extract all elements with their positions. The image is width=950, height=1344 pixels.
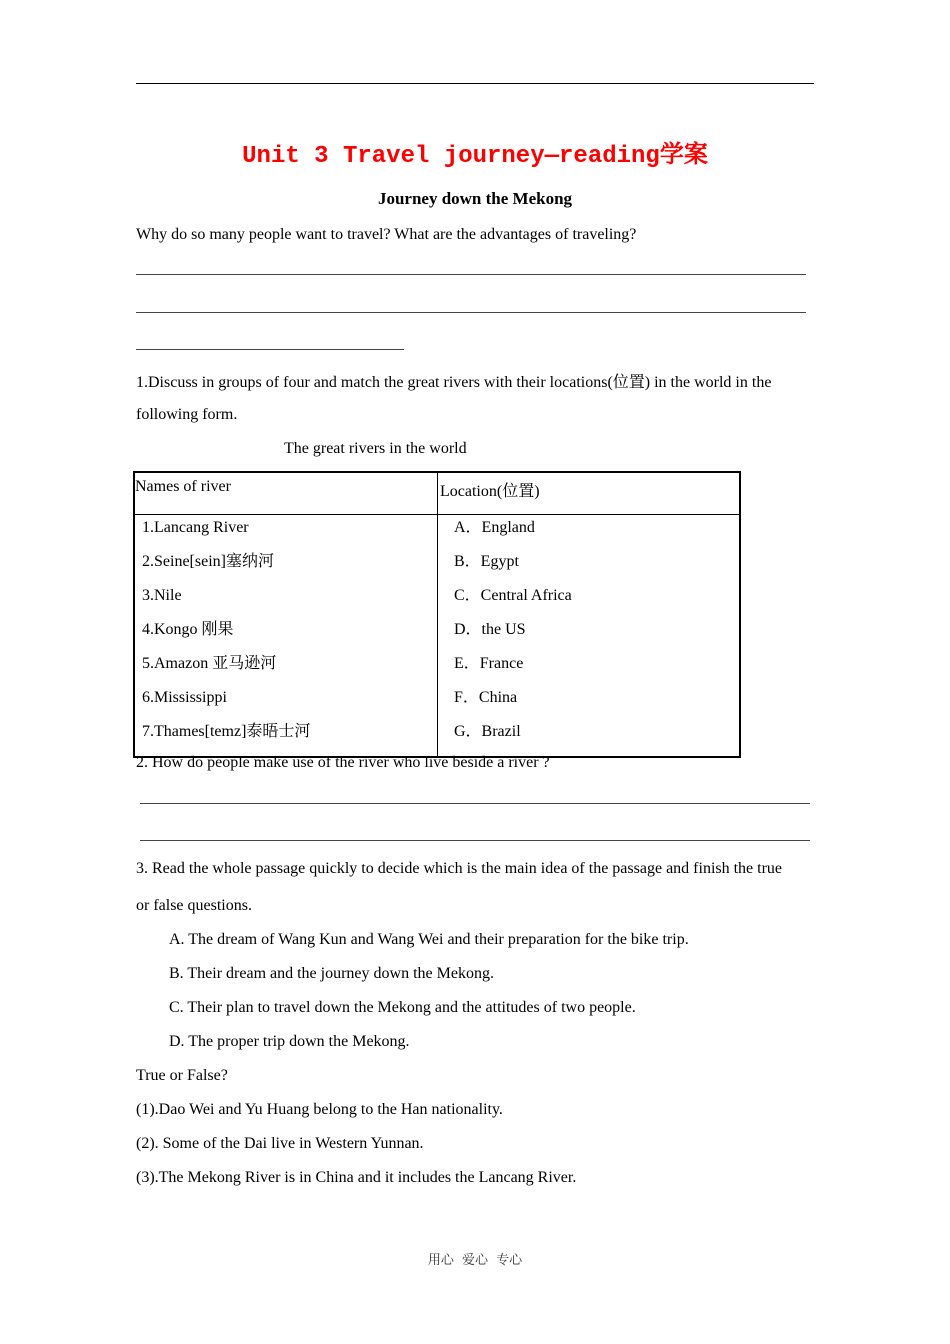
- location-item: F．China: [454, 689, 518, 706]
- location-item: B．Egypt: [454, 553, 519, 570]
- header-names-of-river: Names of river: [134, 472, 438, 515]
- river-item: 5.Amazon 亚马逊河: [142, 655, 277, 672]
- section1-instruction: 1.Discuss in groups of four and match the great rivers with their locations(位置) in the world in the: [136, 374, 772, 391]
- page-footer: 用心 爱心 专心: [427, 1253, 523, 1268]
- true-false-heading: True or False?: [136, 1067, 228, 1084]
- section3-instruction-cont: or false questions.: [136, 897, 252, 914]
- answer-line[interactable]: [136, 274, 806, 275]
- true-false-item: (2). Some of the Dai live in Western Yunnan.: [136, 1135, 424, 1152]
- header-rule: [136, 83, 814, 84]
- rivers-column: [134, 515, 438, 758]
- section1-instruction-cont: following form.: [136, 406, 238, 423]
- main-idea-option-b: B. Their dream and the journey down the Mekong.: [169, 965, 494, 982]
- river-item: 6.Mississippi: [142, 689, 227, 706]
- main-idea-option-a: A. The dream of Wang Kun and Wang Wei and their preparation for the bike trip.: [169, 931, 689, 948]
- river-item: 7.Thames[temz]泰晤士河: [142, 723, 311, 740]
- document-subtitle: Journey down the Mekong: [377, 189, 573, 208]
- rivers-table: [133, 471, 741, 758]
- location-item: A．England: [454, 519, 535, 536]
- location-item: G．Brazil: [454, 723, 521, 740]
- location-item: E．France: [454, 655, 524, 672]
- section3-instruction: 3. Read the whole passage quickly to decide which is the main idea of the passage and finish the true: [136, 860, 783, 877]
- answer-line[interactable]: [136, 349, 404, 350]
- document-title: Unit 3 Travel journey—reading学案: [242, 143, 708, 170]
- answer-line[interactable]: [140, 840, 810, 841]
- header-location: Location(位置): [438, 472, 741, 515]
- river-item: 1.Lancang River: [142, 519, 249, 536]
- intro-question: Why do so many people want to travel? What are the advantages of traveling?: [136, 226, 637, 243]
- table-caption: The great rivers in the world: [284, 440, 467, 457]
- answer-line[interactable]: [140, 803, 810, 804]
- table-body-row: [134, 515, 740, 758]
- main-idea-option-c: C. Their plan to travel down the Mekong and the attitudes of two people.: [169, 999, 636, 1016]
- answer-line[interactable]: [136, 312, 806, 313]
- river-item: 4.Kongo 刚果: [142, 621, 234, 638]
- river-item: 3.Nile: [142, 587, 182, 604]
- section2-question: 2. How do people make use of the river who live beside a river ?: [136, 754, 550, 771]
- true-false-item: (1).Dao Wei and Yu Huang belong to the Han nationality.: [136, 1101, 503, 1118]
- location-item: C．Central Africa: [454, 587, 572, 604]
- locations-column: [438, 515, 741, 758]
- true-false-item: (3).The Mekong River is in China and it includes the Lancang River.: [136, 1169, 577, 1186]
- location-item: D．the US: [454, 621, 526, 638]
- table-header-row: [134, 472, 740, 515]
- river-item: 2.Seine[sein]塞纳河: [142, 553, 274, 570]
- main-idea-option-d: D. The proper trip down the Mekong.: [169, 1033, 410, 1050]
